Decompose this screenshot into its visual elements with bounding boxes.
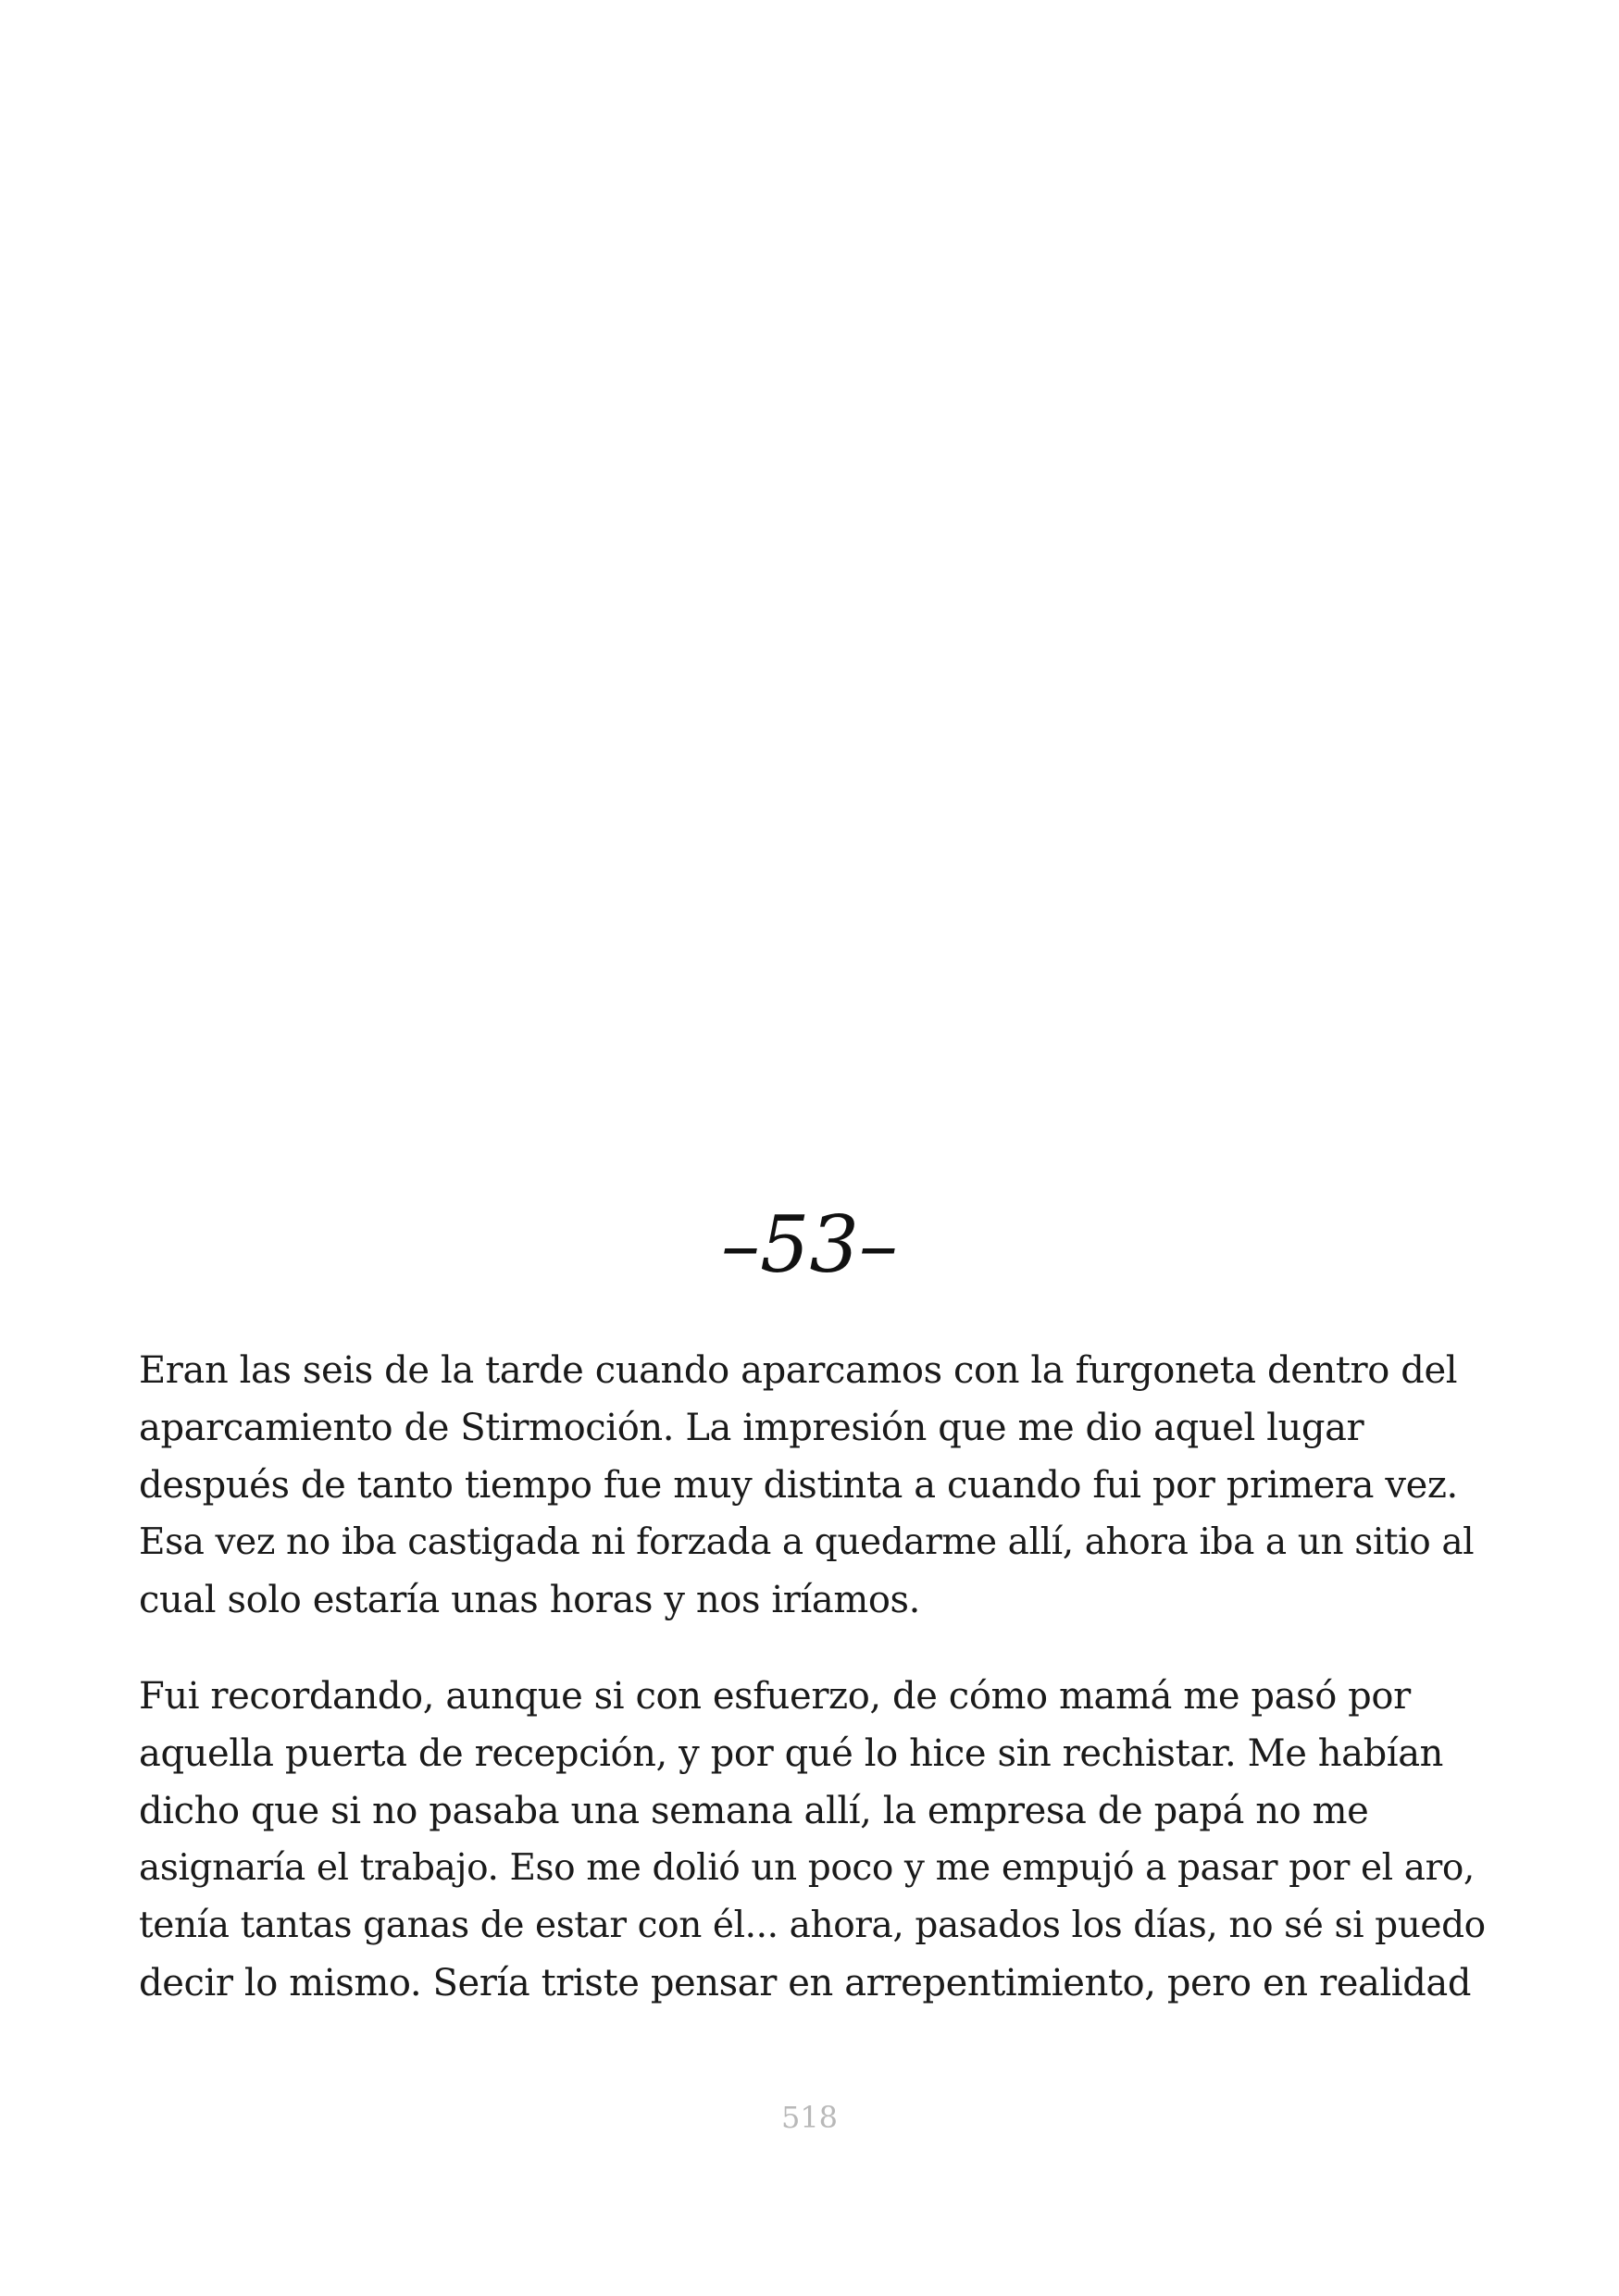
chapter-title: –53– [721,1199,898,1290]
page-number: 518 [780,2100,839,2135]
text-line: después de tanto tiempo fue muy distinta a cuando fui por primera vez. [139,1464,1458,1507]
text-line: aparcamiento de Stirmoción. La impresión que me dio aquel lugar [139,1407,1364,1449]
paragraph-spacer [139,1629,1490,1668]
text-line: aquella puerta de recepción, y por qué lo hice sin rechistar. Me habían [139,1732,1444,1775]
text-line: decir lo mismo. Sería triste pensar en arrepentimiento, pero en realidad [139,1962,1472,2004]
body-text [139,1342,1490,2012]
paragraph-1 [139,1342,1490,1629]
text-line: tenía tantas ganas de estar con él... ahora, pasados los días, no sé si puedo [139,1905,1486,1946]
text-line: Eran las seis de la tarde cuando aparcamos con la furgoneta dentro del [139,1349,1458,1392]
text-line: asignaría el trabajo. Eso me dolió un poco y me empujó a pasar por el aro, [139,1847,1475,1889]
text-line: Esa vez no iba castigada ni forzada a quedarme allí, ahora iba a un sitio al [139,1521,1475,1563]
text-line: dicho que si no pasaba una semana allí, la empresa de papá no me [139,1790,1369,1832]
text-line: Fui recordando, aunque si con esfuerzo, de cómo mamá me pasó por [139,1675,1411,1718]
text-line: cual solo estaría unas horas y nos iríamos. [139,1579,920,1621]
paragraph-2 [139,1668,1490,2012]
